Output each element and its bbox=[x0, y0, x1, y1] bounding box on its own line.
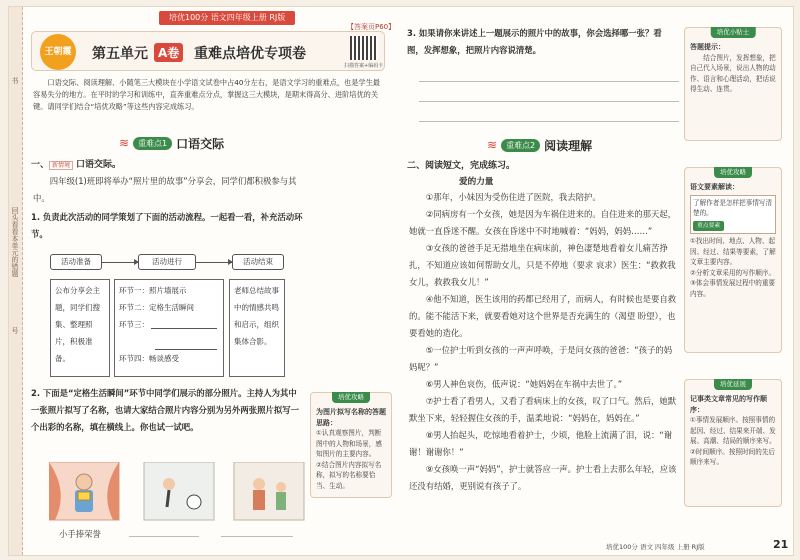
flow-step-item: 环节四：畅谈感受 bbox=[119, 354, 179, 363]
key-element-button: 重点要素 bbox=[693, 221, 724, 232]
flow-content-ongoing bbox=[114, 279, 224, 377]
story-paragraph: ⑤一位护士听到女孩的一声声呼唤，于是问女孩的爸爸：“孩子的妈妈呢？” bbox=[409, 345, 673, 372]
flow-step-item: 环节三： bbox=[119, 320, 149, 329]
ball bbox=[187, 495, 201, 509]
answer-page-tag: 【答案页P60】 bbox=[347, 23, 396, 31]
reading-tip-point: ③体会事情发展过程中的重要内容。 bbox=[690, 279, 776, 298]
strategy-box-naming bbox=[310, 392, 392, 498]
question-number: 一、 bbox=[31, 160, 50, 170]
flow-content-end: 老师总结故事中的情感共鸣和启示，组织集体合影。 bbox=[229, 279, 285, 377]
tip-text: 结合图片，发挥想象，把自己代入场景，说出人物的动作、语言和心理活动，把话说得生动、连贯。 bbox=[690, 53, 776, 93]
qr-code[interactable] bbox=[350, 36, 378, 60]
answer-line-photo2[interactable] bbox=[129, 536, 199, 537]
person-head bbox=[276, 482, 286, 492]
q1-sub1: 1. 负责此次活动的同学策划了下面的活动流程。一起看一看，补充活动环节。 bbox=[31, 212, 303, 239]
new-context-tag: 新情境 bbox=[49, 161, 73, 170]
arrow-icon bbox=[196, 262, 232, 263]
question-text: 口语交际。 bbox=[76, 160, 122, 170]
flow-step-ongoing: 活动进行 bbox=[138, 254, 196, 270]
strategy-point: ②结合图片内容拟写名称，拟写的名称要恰当、生动。 bbox=[316, 460, 382, 490]
flow-content-prepare: 公布分享会主题，同学们搜集、整理照片，积极准备。 bbox=[50, 279, 110, 377]
wave-icon: ≋ bbox=[119, 136, 130, 150]
person-body bbox=[167, 490, 169, 507]
story-paragraph: ④他不知道，医生该用的药都已经用了，而病人，有时候也是要自救的。能不能活下来，就要看她对这个世界是否充满生的（渴望 盼望），也要看她的造化。 bbox=[409, 294, 677, 338]
answer-line[interactable] bbox=[419, 101, 679, 102]
story-paragraph: ⑧男人抬起头，吃惊地看着护士，少顷，他脸上流满了泪，说：“谢谢！谢谢你！” bbox=[409, 430, 673, 457]
brand-logo: 王朝霞 bbox=[40, 34, 76, 70]
person-body bbox=[253, 490, 265, 510]
story-paragraph: ①那年，小妹因为受伤住进了医院，我去陪护。 bbox=[425, 192, 601, 202]
page-footer: 培优100分 语文 四年级 上册 RJ版 bbox=[606, 543, 705, 551]
q1-intro: 四年级(1)班即将举办“照片里的故事”分享会，同学们都积极参与其中。 bbox=[33, 176, 297, 203]
qr-caption: 扫描答案+编码卡 bbox=[344, 63, 384, 69]
page-number: 21 bbox=[773, 538, 789, 551]
worksheet-page bbox=[8, 6, 794, 556]
photo-sports bbox=[144, 462, 214, 520]
reading-tip-box bbox=[684, 167, 782, 353]
photo-family bbox=[234, 462, 304, 520]
binding-strip bbox=[9, 7, 23, 555]
person-head bbox=[163, 478, 175, 490]
answer-line-photo3[interactable] bbox=[221, 536, 293, 537]
intro-text: 口语交际、阅读理解、小随笔三大模块在小学语文试卷中占40分左右，是语文学习的重难点，也是学生最容易失分的地方。在平时的学习和训练中，直奔重难点分点，掌握这三大模块，是期末得高分、进阶培优的关键。请同学们结合“培优攻略”等这些内容完成练习。 bbox=[33, 78, 380, 111]
child-head bbox=[76, 474, 92, 490]
strategy-point: ①认真观察图片，判断图中的人物和场景，感知图片的主要内容。 bbox=[316, 429, 382, 458]
story-paragraph: ⑦护士看了看男人，又看了看病床上的女孩，叹了口气。然后，她默默坐下来，轻轻握住女孩的手，温柔地说：“妈妈在，妈妈在。” bbox=[409, 396, 677, 423]
extension-subtitle: 记事类文章常见的写作顺序： bbox=[690, 395, 767, 414]
extension-point: ②时间顺序。按照时间的先后顺序来写。 bbox=[690, 447, 776, 466]
paper-badge: A卷 bbox=[154, 43, 183, 62]
story-paragraph: ②同病房有一个女孩，她是因为车祸住进来的。自住进来的那天起，她就一直昏迷不醒。女孩在昏迷中不时地喊着：“妈妈，妈妈……” bbox=[409, 209, 677, 236]
binding-text: 书 bbox=[11, 77, 19, 84]
reading-tip-point: ②分析文章采用的写作顺序。 bbox=[690, 268, 776, 277]
answer-blank[interactable] bbox=[151, 316, 217, 329]
top-banner: 培优100分 语文四年级上册 RJ版 bbox=[159, 11, 295, 25]
tip-box bbox=[684, 27, 782, 141]
binding-text: 回头看看本单元的错题 bbox=[11, 207, 19, 277]
strategy-title: 培优攻略 bbox=[332, 392, 370, 403]
photo-caption: 小手捧荣誉 bbox=[59, 529, 101, 539]
arrow-icon bbox=[102, 262, 138, 263]
reading-tip-title: 培优攻略 bbox=[714, 167, 752, 178]
flow-step-item: 环节二：定格生活瞬间 bbox=[119, 303, 194, 312]
strategy-subtitle: 为图片拟写名称的答题思路： bbox=[316, 408, 386, 427]
tip-title: 培优小贴士 bbox=[711, 27, 756, 38]
flow-step-end: 活动结束 bbox=[232, 254, 284, 270]
extension-box bbox=[684, 379, 782, 507]
unit-label: 第五单元 bbox=[92, 46, 148, 62]
reading-tip-subtitle: 语文要素解读： bbox=[690, 183, 739, 191]
flow-step-item: 环节一：照片墙展示 bbox=[119, 286, 187, 295]
certificate bbox=[78, 492, 90, 500]
section-name: 口语交际 bbox=[176, 136, 225, 151]
answer-line[interactable] bbox=[419, 121, 679, 122]
flow-step-blank bbox=[119, 316, 219, 333]
question-2-title: 二、阅读短文，完成练习。 bbox=[407, 161, 516, 171]
section-badge: 重难点2 bbox=[501, 139, 540, 152]
question-1-title bbox=[31, 157, 121, 170]
photo-illustrations bbox=[49, 462, 309, 522]
story-title: 爱的力量 bbox=[459, 177, 494, 187]
extension-title: 培优延展 bbox=[714, 379, 752, 390]
q1-sub3: 3. 如果请你来讲述上一题展示的照片中的故事，你会选择哪一张？看图，发挥想象，把照片内容说清楚。 bbox=[407, 28, 662, 55]
page-title: 重难点培优专项卷 bbox=[194, 46, 306, 62]
person-head bbox=[253, 478, 265, 490]
wave-icon: ≋ bbox=[487, 138, 498, 152]
story-paragraph: ⑨女孩唤一声“妈妈”，护士就答应一声。护士看上去那么年轻，应该还没有结婚，更别说有孩子了。 bbox=[409, 464, 677, 491]
section-badge: 重难点1 bbox=[133, 137, 172, 150]
answer-blank[interactable] bbox=[155, 333, 217, 350]
answer-line[interactable] bbox=[419, 81, 679, 82]
section-header-1 bbox=[119, 135, 224, 151]
story-paragraph: ⑥男人神色哀伤，低声说：“她妈妈在车祸中去世了。” bbox=[425, 379, 623, 389]
reading-tip-point: ①找出时间、地点、人物、起因、经过、结果等要素，了解文章主要内容。 bbox=[690, 237, 776, 266]
section-header-2 bbox=[487, 137, 592, 153]
section-name: 阅读理解 bbox=[544, 138, 593, 153]
q1-sub2: 2. 下面是“定格生活瞬间”环节中同学们展示的部分照片。主持人为其中一张照片拟写了名称，也请大家结合照片内容分别为另外两张照片拟写一个出彩的名称，填在横线上。你也试一试吧。 bbox=[31, 388, 299, 432]
reading-tip-focus-box bbox=[690, 195, 776, 235]
extension-point: ①事情发展顺序。按照事情的起因、经过、结果来开端、发展、高潮、结局的顺序来写。 bbox=[690, 416, 776, 445]
story-body bbox=[409, 189, 677, 495]
unit-header bbox=[31, 31, 385, 71]
person-body bbox=[276, 492, 286, 510]
flow-step-prepare: 活动准备 bbox=[50, 254, 102, 270]
binding-text: 号 bbox=[11, 327, 19, 334]
tip-subtitle: 答题提示： bbox=[690, 43, 725, 51]
story-paragraph: ③女孩的爸爸手足无措地坐在病床前，神色凄楚地看着女儿痛苦挣扎，不知道应该如何帮助女儿，只是不停地（要求 哀求）医生：“救救我女儿，救救我女儿！” bbox=[409, 243, 676, 287]
reading-tip-focus: 了解作者是怎样把事情写清楚的。 bbox=[693, 198, 773, 217]
